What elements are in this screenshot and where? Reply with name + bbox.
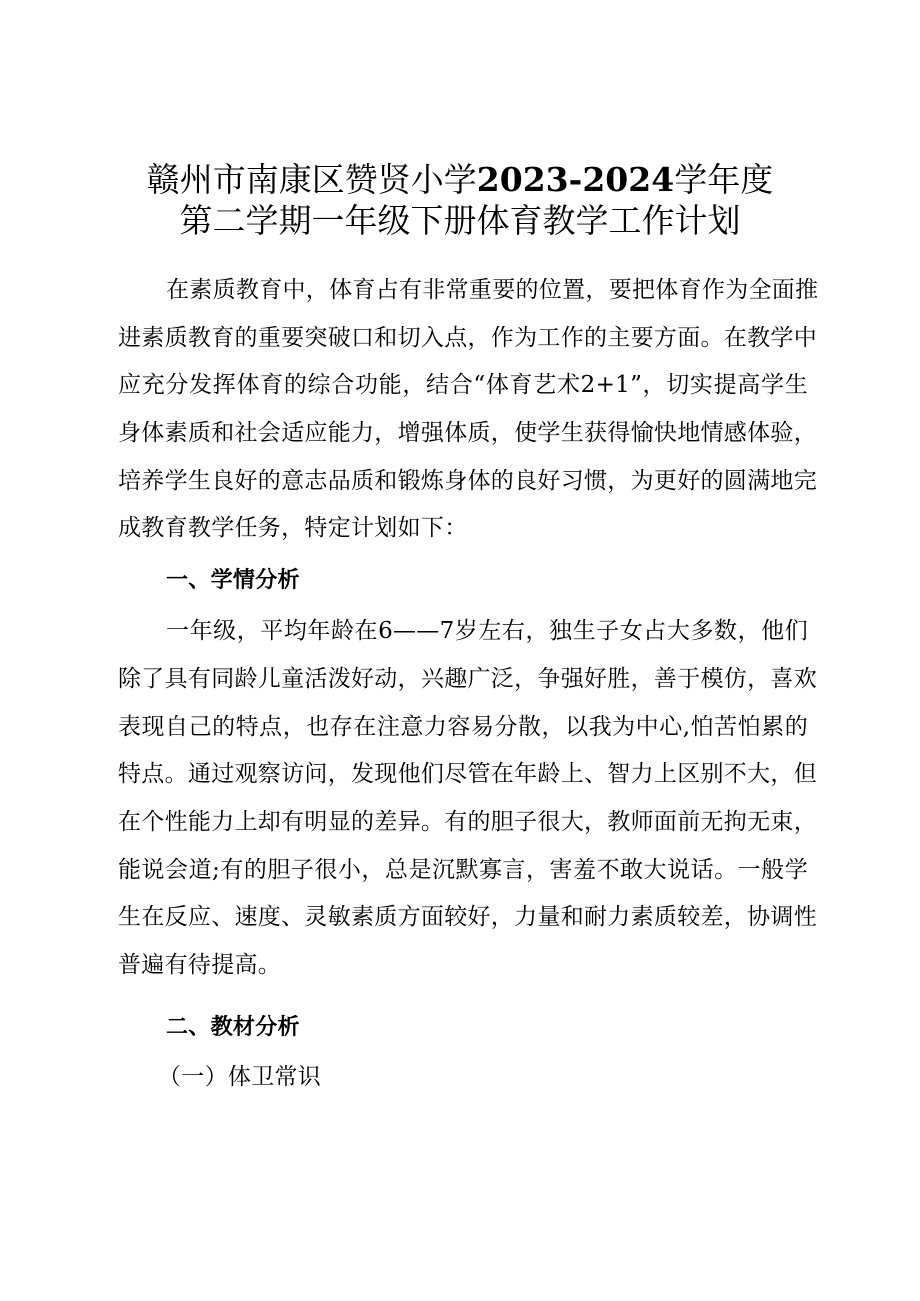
intro-line-1: 在素质教育中，体育占有非常重要的位置，要把体育作为全面推 bbox=[166, 277, 819, 303]
intro-line-6: 成教育教学任务，特定计划如下： bbox=[118, 515, 468, 541]
section-1-line-4: 特点。通过观察访问，发现他们尽管在年龄上、智力上区别不大，但 bbox=[118, 761, 817, 787]
section-1-heading: 一、学情分析 bbox=[166, 568, 300, 593]
section-1-line-5: 在个性能力上却有明显的差异。有的胆子很大，教师面前无拘无束， bbox=[118, 809, 817, 835]
intro-line-5: 培养学生良好的意志品质和锻炼身体的良好习惯，为更好的圆满地完 bbox=[118, 468, 817, 494]
section-1-line-8: 普遍有待提高。 bbox=[118, 952, 282, 978]
intro-line-3: 应充分发挥体育的综合功能，结合“体育艺术2+1”，切实提高学生 bbox=[118, 372, 808, 398]
section-1-line-7: 生在反应、速度、灵敏素质方面较好，力量和耐力素质较差，协调性 bbox=[118, 904, 817, 930]
section-1-line-2: 除了具有同龄儿童活泼好动，兴趣广泛，争强好胜，善于模仿，喜欢 bbox=[118, 666, 817, 692]
document-title-line-2: 第二学期一年级下册体育教学工作计划 bbox=[179, 201, 741, 240]
section-1-line-3: 表现自己的特点，也存在注意力容易分散，以我为中心,怕苦怕累的 bbox=[118, 714, 808, 740]
document-title-line-1 bbox=[0, 160, 920, 200]
section-1-line-1: 一年级，平均年龄在6——7岁左右，独生子女占大多数，他们 bbox=[166, 618, 808, 644]
section-2-heading: 二、教材分析 bbox=[166, 1015, 300, 1040]
intro-line-2: 进素质教育的重要突破口和切入点，作为工作的主要方面。在教学中 bbox=[118, 325, 817, 351]
section-2-subheading: （一）体卫常识 bbox=[158, 1064, 322, 1090]
section-1-line-6: 能说会道;有的胆子很小，总是沉默寡言，害羞不敢大说话。一般学 bbox=[118, 857, 808, 883]
title-school-name: 赣州市南康区赞贤小学 bbox=[146, 160, 477, 199]
title-school-years: 2023-2024 bbox=[476, 160, 675, 199]
title-school-year-suffix: 学年度 bbox=[674, 160, 774, 199]
intro-line-4: 身体素质和社会适应能力，增强体质，使学生获得愉快地情感体验， bbox=[118, 420, 817, 446]
